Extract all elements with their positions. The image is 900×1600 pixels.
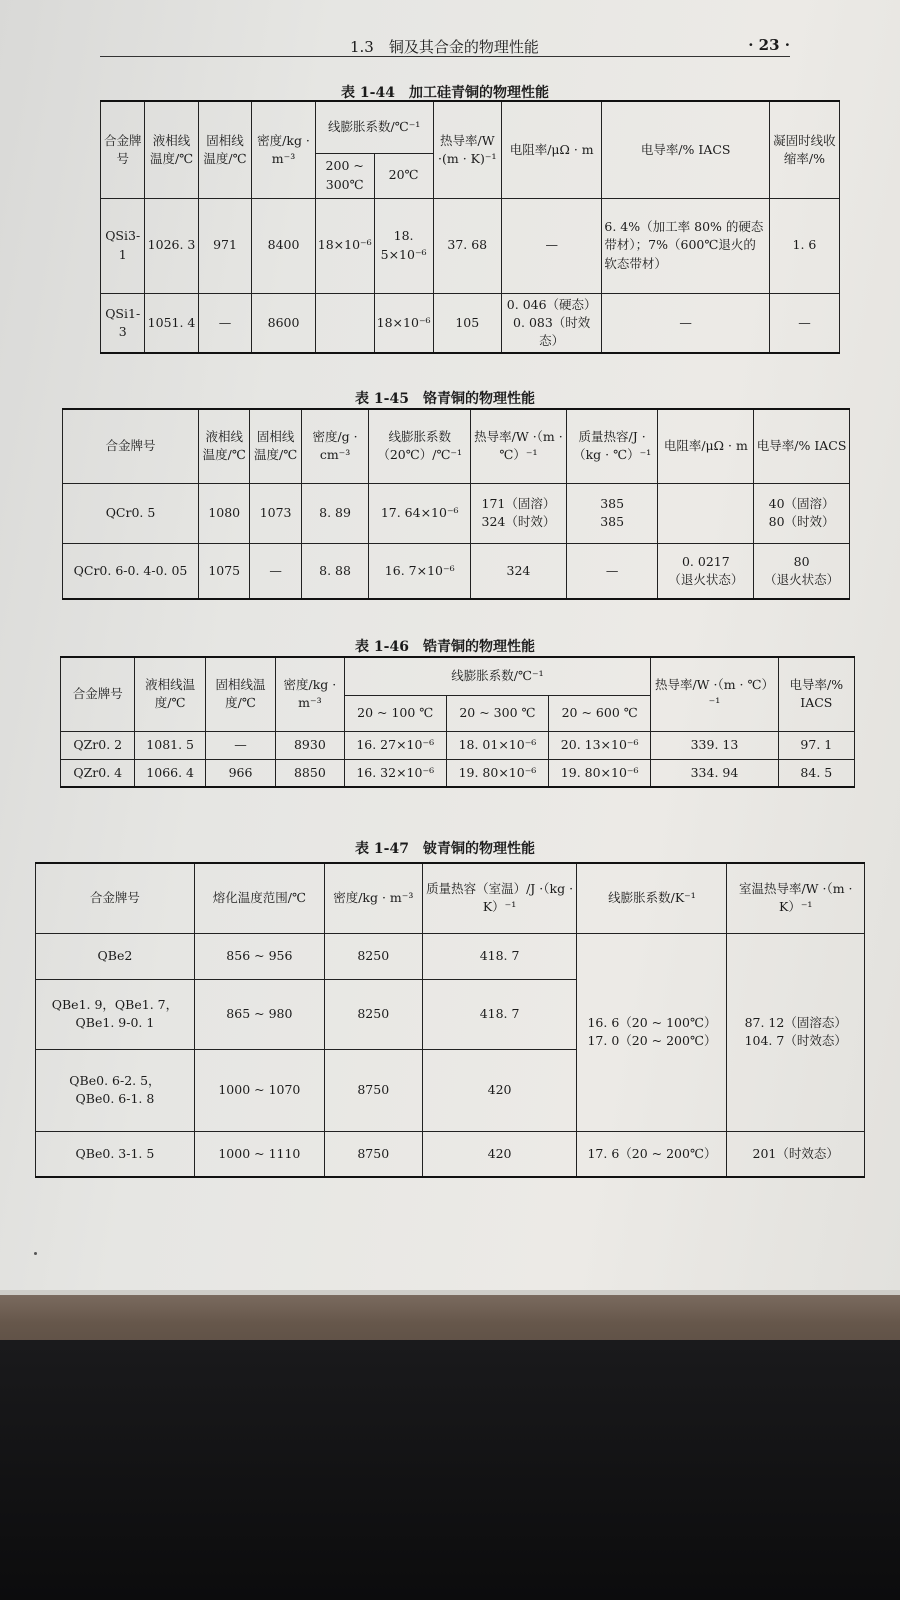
cell-heat: 418. 7 [422, 933, 577, 979]
cell-cte: 17. 64×10⁻⁶ [369, 483, 471, 543]
cell-heat: — [566, 543, 658, 599]
cell-shrink: — [769, 293, 839, 353]
cell-cte-line: 16. 6（20 ~ 100℃） [587, 1014, 717, 1030]
table-caption-1-47: 表 1-47 铍青铜的物理性能 [355, 841, 535, 857]
cell-liquidus: 1051. 4 [145, 293, 198, 353]
cell-solidus: — [205, 731, 275, 759]
cell-heat-line: 385 [600, 495, 625, 511]
cell-liquidus: 1066. 4 [135, 759, 205, 787]
cell-cte-b: 18×10⁻⁶ [374, 293, 433, 353]
table-1-44 [100, 100, 840, 354]
cell-cond: 6. 4%（加工率 80% 的硬态带材）；7%（600℃退火的软态带材） [602, 198, 769, 293]
cell-density: 8250 [324, 979, 422, 1049]
cell-thermal: 324 [471, 543, 567, 599]
col-alloy: 合金牌号 [101, 101, 145, 198]
col-cond: 电导率/% IACS [602, 101, 769, 198]
col-thermal: 室温热导率/W ·（m · K）⁻¹ [727, 863, 865, 933]
cell-density: 8850 [276, 759, 344, 787]
cell-cond: 97. 1 [778, 731, 854, 759]
cell-solidus: 1073 [250, 483, 301, 543]
cell-alloy: QBe2 [36, 933, 195, 979]
cell-density: 8750 [324, 1049, 422, 1131]
cell-resist [501, 293, 601, 353]
cell-cond-line: 40（固溶） [768, 495, 835, 511]
cell-density: 8930 [276, 731, 344, 759]
cell-cte-c: 19. 80×10⁻⁶ [549, 759, 651, 787]
table-caption-1-44: 表 1-44 加工硅青铜的物理性能 [341, 85, 549, 101]
cell-thermal-line: 324（时效） [481, 514, 556, 529]
cell-cte-group [577, 933, 727, 1131]
cell-cte: 17. 6（20 ~ 200℃） [577, 1131, 727, 1177]
cell-resist [658, 543, 754, 599]
cell-cond [754, 483, 850, 543]
col-solidus: 固相线温度/℃ [205, 657, 275, 731]
cell-thermal: 339. 13 [651, 731, 778, 759]
cell-cond [754, 543, 850, 599]
col-density: 密度/kg · m⁻³ [324, 863, 422, 933]
cell-thermal: 37. 68 [433, 198, 501, 293]
cell-alloy-line: QBe1. 9-0. 1 [75, 1015, 155, 1030]
cell-solidus: 971 [198, 198, 252, 293]
cell-liquidus: 1075 [199, 543, 250, 599]
cell-cte-a [315, 293, 374, 353]
col-resist: 电阻率/μΩ · m [658, 409, 754, 483]
col-thermal: 热导率/W ·（m · ℃）⁻¹ [471, 409, 567, 483]
cell-thermal-line: 87. 12（固溶态） [744, 1014, 847, 1030]
cell-heat: 418. 7 [422, 979, 577, 1049]
table-row [101, 293, 840, 353]
cell-solidus: — [250, 543, 301, 599]
cell-alloy: QZr0. 4 [61, 759, 135, 787]
cell-cte-a: 16. 27×10⁻⁶ [344, 731, 446, 759]
col-cte-c: 20 ~ 600 ℃ [549, 695, 651, 731]
table-caption-1-46: 表 1-46 锆青铜的物理性能 [355, 639, 535, 655]
cell-alloy: QBe0. 3-1. 5 [36, 1131, 195, 1177]
cell-cte: 16. 7×10⁻⁶ [369, 543, 471, 599]
dark-background [0, 1340, 900, 1600]
col-heat: 质量热容（室温）/J ·（kg · K）⁻¹ [422, 863, 577, 933]
cell-density: 8250 [324, 933, 422, 979]
cell-melt: 856 ~ 956 [194, 933, 324, 979]
cell-alloy-line: QBe0. 6-1. 8 [75, 1091, 155, 1106]
col-heat: 质量热容/J ·（kg · ℃）⁻¹ [566, 409, 658, 483]
page-header [100, 36, 790, 56]
cell-alloy [36, 979, 195, 1049]
cell-alloy: QZr0. 2 [61, 731, 135, 759]
col-density: 密度/kg · m⁻³ [252, 101, 315, 198]
cell-thermal-line: 171（固溶） [481, 495, 556, 511]
col-cte: 线膨胀系数（20℃）/℃⁻¹ [369, 409, 471, 483]
col-alloy: 合金牌号 [61, 657, 135, 731]
table-row [61, 731, 855, 759]
cell-cte-line: 17. 0（20 ~ 200℃） [587, 1033, 717, 1048]
cell-melt: 865 ~ 980 [194, 979, 324, 1049]
cell-resist-line: 0. 0217 [681, 553, 730, 569]
page-number: · 23 · [748, 36, 790, 54]
cell-heat: 420 [422, 1049, 577, 1131]
col-resist: 电阻率/μΩ · m [501, 101, 601, 198]
col-solidus: 固相线温度/℃ [198, 101, 252, 198]
cell-resist-line: 0. 083（时效态） [513, 314, 591, 348]
col-density: 密度/g · cm⁻³ [301, 409, 369, 483]
cell-resist: — [501, 198, 601, 293]
cell-cte-a: 16. 32×10⁻⁶ [344, 759, 446, 787]
cell-resist-line: （退火状态） [668, 571, 744, 587]
cell-cond-line: 80（时效） [768, 514, 835, 529]
col-density: 密度/kg · m⁻³ [276, 657, 344, 731]
cell-heat [566, 483, 658, 543]
cell-cte-b: 18. 01×10⁻⁶ [446, 731, 548, 759]
cell-heat: 420 [422, 1131, 577, 1177]
cell-alloy-line: QBe1. 9，QBe1. 7， [51, 996, 179, 1012]
col-alloy: 合金牌号 [36, 863, 195, 933]
cell-density: 8400 [252, 198, 315, 293]
cell-cte-c: 20. 13×10⁻⁶ [549, 731, 651, 759]
col-cte-a: 200 ~ 300℃ [315, 153, 374, 198]
section-title: 1.3 铜及其合金的物理性能 [350, 38, 539, 56]
col-cte: 线膨胀系数/℃⁻¹ [315, 101, 433, 153]
cell-thermal: 105 [433, 293, 501, 353]
cell-liquidus: 1080 [199, 483, 250, 543]
cell-heat-line: 385 [600, 514, 625, 529]
cell-alloy: QSi3-1 [101, 198, 145, 293]
col-solidus: 固相线温度/℃ [250, 409, 301, 483]
table-row [63, 483, 850, 543]
cell-solidus: — [198, 293, 252, 353]
cell-cond-line: 80 [793, 553, 810, 569]
cell-alloy-line: QBe0. 6-2. 5， [69, 1072, 161, 1088]
cell-cte-b: 18. 5×10⁻⁶ [374, 198, 433, 293]
cell-alloy: QCr0. 6-0. 4-0. 05 [63, 543, 199, 599]
table-caption-1-45: 表 1-45 铬青铜的物理性能 [355, 391, 535, 407]
cell-resist [658, 483, 754, 543]
col-liquidus: 液相线温度/℃ [145, 101, 198, 198]
table-row [36, 1131, 865, 1177]
col-melt: 熔化温度范围/℃ [194, 863, 324, 933]
cell-liquidus: 1081. 5 [135, 731, 205, 759]
col-cte-b: 20℃ [374, 153, 433, 198]
table-1-46 [60, 656, 855, 788]
cell-cond: 84. 5 [778, 759, 854, 787]
col-cond: 电导率/% IACS [778, 657, 854, 731]
table-row [101, 198, 840, 293]
cell-solidus: 966 [205, 759, 275, 787]
cell-thermal [471, 483, 567, 543]
cell-thermal-group [727, 933, 865, 1131]
col-liquidus: 液相线温度/℃ [135, 657, 205, 731]
cell-thermal: 201（时效态） [727, 1131, 865, 1177]
cell-density: 8600 [252, 293, 315, 353]
table-1-45 [62, 408, 850, 600]
cell-alloy: QSi1-3 [101, 293, 145, 353]
cell-cond-line: （退火状态） [764, 571, 840, 587]
col-cte-a: 20 ~ 100 ℃ [344, 695, 446, 731]
cell-melt: 1000 ~ 1070 [194, 1049, 324, 1131]
table-row [61, 759, 855, 787]
table-row [36, 933, 865, 979]
table-row [63, 543, 850, 599]
col-cte-b: 20 ~ 300 ℃ [446, 695, 548, 731]
col-thermal: 热导率/W ·(m · K)⁻¹ [433, 101, 501, 198]
col-cte: 线膨胀系数/℃⁻¹ [344, 657, 651, 695]
cell-cte-a: 18×10⁻⁶ [315, 198, 374, 293]
cell-cond: — [602, 293, 769, 353]
page-speck [34, 1252, 37, 1255]
cell-melt: 1000 ~ 1110 [194, 1131, 324, 1177]
header-rule [100, 56, 790, 57]
cell-thermal-line: 104. 7（时效态） [744, 1033, 847, 1048]
cell-density: 8. 89 [301, 483, 369, 543]
cell-density: 8750 [324, 1131, 422, 1177]
cell-thermal: 334. 94 [651, 759, 778, 787]
cell-resist-line: 0. 046（硬态） [506, 296, 597, 312]
cell-cte-b: 19. 80×10⁻⁶ [446, 759, 548, 787]
col-cond: 电导率/% IACS [754, 409, 850, 483]
col-shrink: 凝固时线收缩率/% [769, 101, 839, 198]
table-1-47 [35, 862, 865, 1178]
col-thermal: 热导率/W ·（m · ℃）⁻¹ [651, 657, 778, 731]
col-alloy: 合金牌号 [63, 409, 199, 483]
cell-alloy: QCr0. 5 [63, 483, 199, 543]
cell-density: 8. 88 [301, 543, 369, 599]
cell-alloy [36, 1049, 195, 1131]
col-cte: 线膨胀系数/K⁻¹ [577, 863, 727, 933]
col-liquidus: 液相线温度/℃ [199, 409, 250, 483]
cell-shrink: 1. 6 [769, 198, 839, 293]
cell-liquidus: 1026. 3 [145, 198, 198, 293]
